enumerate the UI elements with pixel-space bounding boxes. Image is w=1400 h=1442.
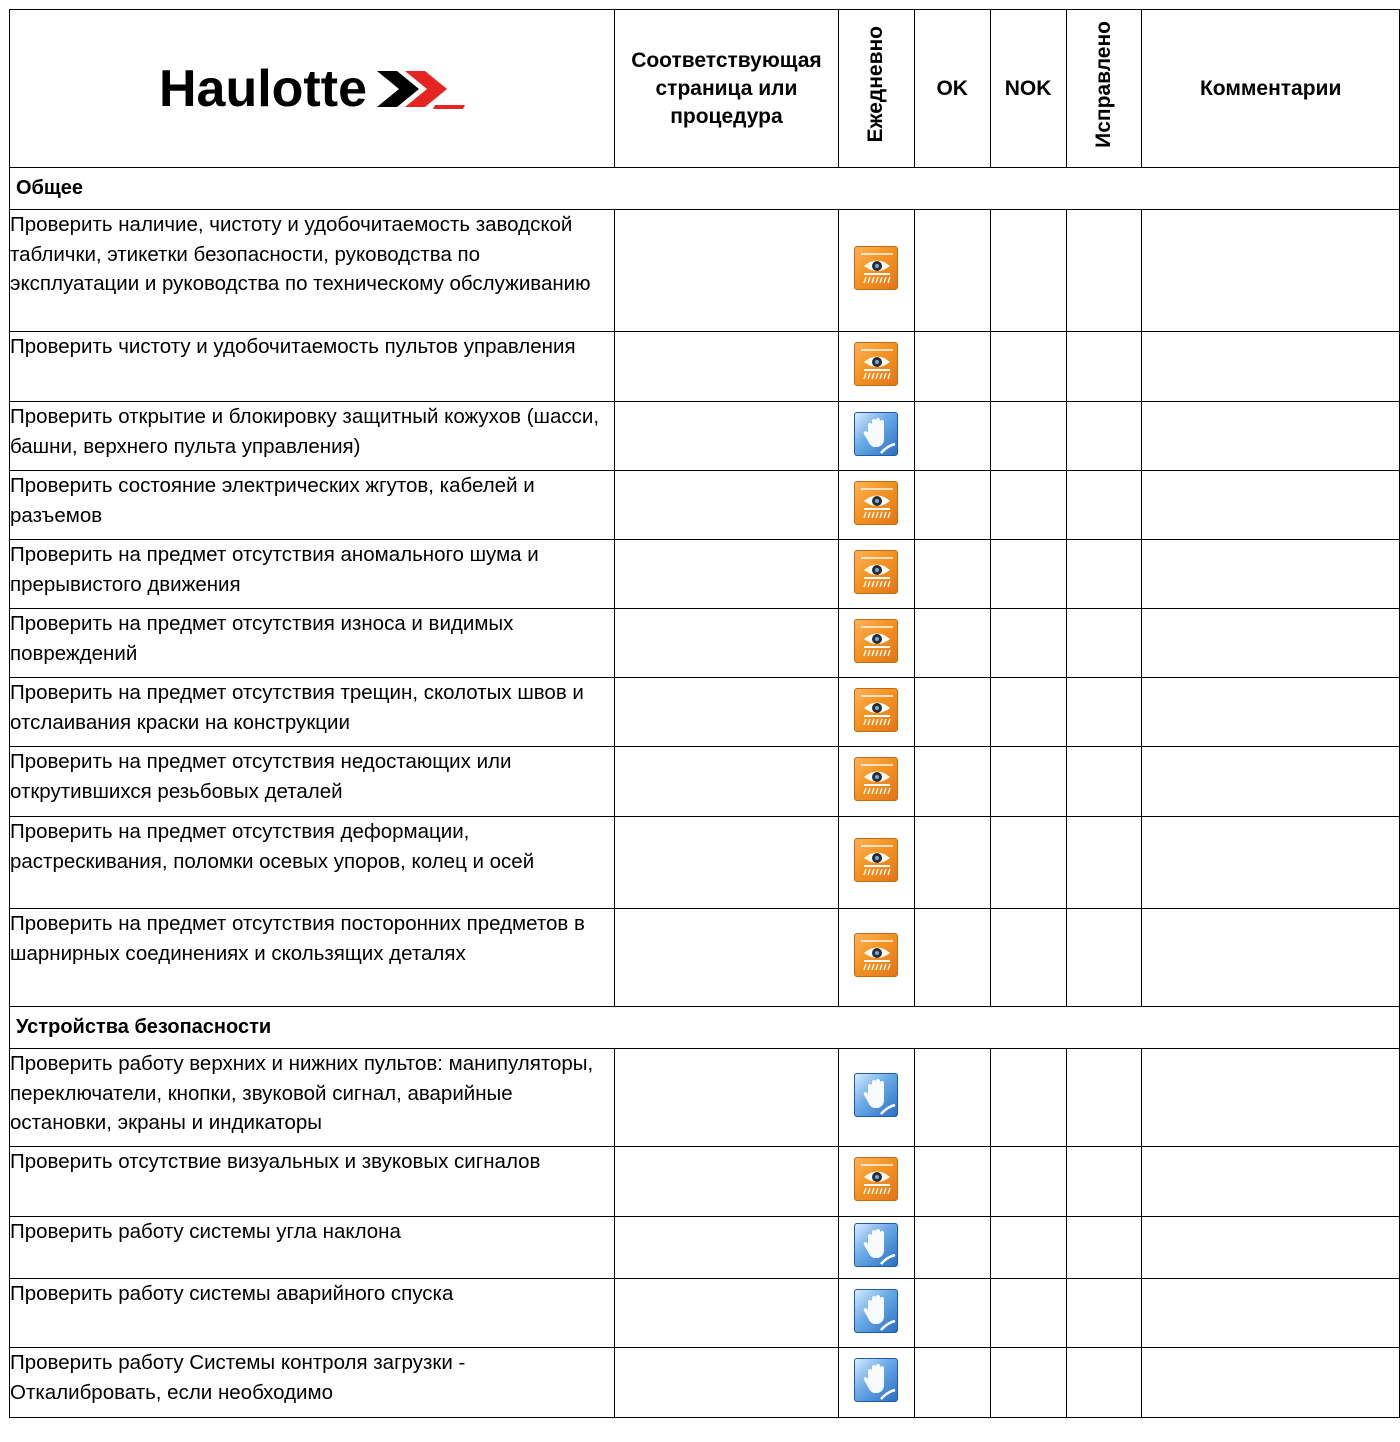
nok-header: NOK xyxy=(990,10,1066,168)
procedure-cell[interactable] xyxy=(614,210,838,332)
daily-header-label: Ежедневно xyxy=(864,26,888,143)
check-item-text: Проверить работу системы угла наклона xyxy=(10,1217,615,1279)
manual-check-icon xyxy=(854,1223,898,1267)
nok-cell[interactable] xyxy=(990,471,1066,540)
procedure-cell[interactable] xyxy=(614,471,838,540)
visual-inspection-icon xyxy=(854,757,898,801)
fixed-cell[interactable] xyxy=(1066,909,1142,1007)
logo-chevrons-icon xyxy=(375,65,465,113)
checklist-row xyxy=(10,540,1400,609)
check-item-text: Проверить отсутствие визуальных и звуковых сигналов xyxy=(10,1147,615,1217)
procedure-cell[interactable] xyxy=(614,1049,838,1147)
fixed-cell[interactable] xyxy=(1066,609,1142,678)
check-item-text: Проверить работу системы аварийного спуска xyxy=(10,1279,615,1348)
checklist-row xyxy=(10,210,1400,332)
section-header-row xyxy=(10,168,1400,210)
comments-cell[interactable] xyxy=(1142,540,1400,609)
fixed-header xyxy=(1066,10,1142,168)
nok-cell[interactable] xyxy=(990,747,1066,817)
visual-inspection-icon xyxy=(854,246,898,290)
procedure-cell[interactable] xyxy=(614,1147,838,1217)
fixed-cell[interactable] xyxy=(1066,1147,1142,1217)
ok-cell[interactable] xyxy=(914,471,990,540)
comments-cell[interactable] xyxy=(1142,817,1400,909)
checklist-row xyxy=(10,1217,1400,1279)
nok-cell[interactable] xyxy=(990,1147,1066,1217)
procedure-cell[interactable] xyxy=(614,1279,838,1348)
inspection-checklist-table xyxy=(9,9,1400,1418)
fixed-cell[interactable] xyxy=(1066,817,1142,909)
nok-cell[interactable] xyxy=(990,1049,1066,1147)
ok-cell[interactable] xyxy=(914,1049,990,1147)
ok-header: OK xyxy=(914,10,990,168)
procedure-cell[interactable] xyxy=(614,332,838,402)
ok-cell[interactable] xyxy=(914,1147,990,1217)
manual-check-icon xyxy=(854,1073,898,1117)
check-item-text: Проверить чистоту и удобочитаемость пультов управления xyxy=(10,332,615,402)
fixed-cell[interactable] xyxy=(1066,402,1142,471)
nok-cell[interactable] xyxy=(990,332,1066,402)
checklist-row xyxy=(10,1147,1400,1217)
checklist-row xyxy=(10,678,1400,747)
ok-cell[interactable] xyxy=(914,540,990,609)
checklist-row xyxy=(10,1279,1400,1348)
daily-cell xyxy=(838,909,914,1007)
procedure-cell[interactable] xyxy=(614,909,838,1007)
checklist-row xyxy=(10,332,1400,402)
daily-cell xyxy=(838,1348,914,1418)
nok-cell[interactable] xyxy=(990,909,1066,1007)
daily-cell xyxy=(838,471,914,540)
ok-cell[interactable] xyxy=(914,747,990,817)
fixed-cell[interactable] xyxy=(1066,471,1142,540)
daily-cell xyxy=(838,210,914,332)
ok-cell[interactable] xyxy=(914,609,990,678)
checklist-row xyxy=(10,471,1400,540)
comments-cell[interactable] xyxy=(1142,1279,1400,1348)
checklist-row xyxy=(10,609,1400,678)
comments-cell[interactable] xyxy=(1142,1049,1400,1147)
ok-cell[interactable] xyxy=(914,1279,990,1348)
fixed-cell[interactable] xyxy=(1066,210,1142,332)
daily-header xyxy=(838,10,914,168)
visual-inspection-icon xyxy=(854,933,898,977)
comments-cell[interactable] xyxy=(1142,747,1400,817)
comments-cell[interactable] xyxy=(1142,1348,1400,1418)
visual-inspection-icon xyxy=(854,342,898,386)
comments-cell[interactable] xyxy=(1142,332,1400,402)
check-item-text: Проверить на предмет отсутствия аномального шума и прерывистого движения xyxy=(10,540,615,609)
fixed-cell[interactable] xyxy=(1066,332,1142,402)
daily-cell xyxy=(838,817,914,909)
ok-cell[interactable] xyxy=(914,210,990,332)
nok-cell[interactable] xyxy=(990,678,1066,747)
procedure-cell[interactable] xyxy=(614,817,838,909)
checklist-row xyxy=(10,1348,1400,1418)
nok-cell[interactable] xyxy=(990,817,1066,909)
visual-inspection-icon xyxy=(854,550,898,594)
logo-cell xyxy=(10,10,615,168)
ok-cell[interactable] xyxy=(914,678,990,747)
check-item-text: Проверить на предмет отсутствия трещин, сколотых швов и отслаивания краски на конструкции xyxy=(10,678,615,747)
procedure-cell[interactable] xyxy=(614,747,838,817)
header-row xyxy=(10,10,1400,168)
section-title: Общее xyxy=(10,168,1400,210)
ok-cell[interactable] xyxy=(914,817,990,909)
comments-cell[interactable] xyxy=(1142,402,1400,471)
visual-inspection-icon xyxy=(854,688,898,732)
checklist-row xyxy=(10,817,1400,909)
check-item-text: Проверить на предмет отсутствия деформации, растрескивания, поломки осевых упоров, колец и осей xyxy=(10,817,615,909)
checklist-row xyxy=(10,1049,1400,1147)
check-item-text: Проверить состояние электрических жгутов, кабелей и разъемов xyxy=(10,471,615,540)
nok-cell[interactable] xyxy=(990,609,1066,678)
daily-cell xyxy=(838,540,914,609)
nok-cell[interactable] xyxy=(990,540,1066,609)
fixed-header-label: Исправлено xyxy=(1091,21,1115,148)
ok-cell[interactable] xyxy=(914,1217,990,1279)
ok-cell[interactable] xyxy=(914,909,990,1007)
procedure-cell[interactable] xyxy=(614,609,838,678)
manual-check-icon xyxy=(854,412,898,456)
check-item-text: Проверить на предмет отсутствия посторонних предметов в шарнирных соединениях и скользящих деталях xyxy=(10,909,615,1007)
comments-header: Комментарии xyxy=(1142,10,1400,168)
checklist-row xyxy=(10,909,1400,1007)
nok-cell[interactable] xyxy=(990,210,1066,332)
comments-cell[interactable] xyxy=(1142,1217,1400,1279)
ok-cell[interactable] xyxy=(914,402,990,471)
comments-cell[interactable] xyxy=(1142,471,1400,540)
ok-cell[interactable] xyxy=(914,1348,990,1418)
check-item-text: Проверить на предмет отсутствия износа и видимых повреждений xyxy=(10,609,615,678)
procedure-cell[interactable] xyxy=(614,678,838,747)
daily-cell xyxy=(838,1147,914,1217)
fixed-cell[interactable] xyxy=(1066,1217,1142,1279)
comments-cell[interactable] xyxy=(1142,678,1400,747)
visual-inspection-icon xyxy=(854,481,898,525)
procedure-cell[interactable] xyxy=(614,1217,838,1279)
fixed-cell[interactable] xyxy=(1066,1049,1142,1147)
check-item-text: Проверить работу верхних и нижних пультов: манипуляторы, переключатели, кнопки, звуковой сигнал, аварийные остановки, экраны и индикаторы xyxy=(10,1049,615,1147)
section-title: Устройства безопасности xyxy=(10,1007,1400,1049)
logo-text: Haulotte xyxy=(158,59,367,118)
check-item-text: Проверить открытие и блокировку защитный кожухов (шасси, башни, верхнего пульта управления) xyxy=(10,402,615,471)
fixed-cell[interactable] xyxy=(1066,1348,1142,1418)
nok-cell[interactable] xyxy=(990,1279,1066,1348)
comments-cell[interactable] xyxy=(1142,609,1400,678)
daily-cell xyxy=(838,332,914,402)
fixed-cell[interactable] xyxy=(1066,540,1142,609)
checklist-row xyxy=(10,402,1400,471)
daily-cell xyxy=(838,1217,914,1279)
daily-cell xyxy=(838,678,914,747)
fixed-cell[interactable] xyxy=(1066,678,1142,747)
manual-check-icon xyxy=(854,1289,898,1333)
daily-cell xyxy=(838,747,914,817)
nok-cell[interactable] xyxy=(990,1217,1066,1279)
daily-cell xyxy=(838,402,914,471)
checklist-row xyxy=(10,747,1400,817)
comments-cell[interactable] xyxy=(1142,210,1400,332)
check-item-text: Проверить наличие, чистоту и удобочитаемость заводской таблички, этикетки безопасности, руководства по эксплуатации и руководства по техническому обслуживанию xyxy=(10,210,615,332)
daily-cell xyxy=(838,609,914,678)
fixed-cell[interactable] xyxy=(1066,1279,1142,1348)
check-item-text: Проверить на предмет отсутствия недостающих или открутившихся резьбовых деталей xyxy=(10,747,615,817)
procedure-cell[interactable] xyxy=(614,540,838,609)
ok-cell[interactable] xyxy=(914,332,990,402)
haulotte-logo xyxy=(158,59,465,118)
visual-inspection-icon xyxy=(854,1157,898,1201)
section-header-row xyxy=(10,1007,1400,1049)
comments-cell[interactable] xyxy=(1142,1147,1400,1217)
daily-cell xyxy=(838,1279,914,1348)
procedure-cell[interactable] xyxy=(614,1348,838,1418)
nok-cell[interactable] xyxy=(990,1348,1066,1418)
procedure-header: Соответствующая страница или процедура xyxy=(614,10,838,168)
fixed-cell[interactable] xyxy=(1066,747,1142,817)
comments-cell[interactable] xyxy=(1142,909,1400,1007)
daily-cell xyxy=(838,1049,914,1147)
procedure-cell[interactable] xyxy=(614,402,838,471)
visual-inspection-icon xyxy=(854,619,898,663)
check-item-text: Проверить работу Системы контроля загрузки - Откалибровать, если необходимо xyxy=(10,1348,615,1418)
nok-cell[interactable] xyxy=(990,402,1066,471)
manual-check-icon xyxy=(854,1358,898,1402)
visual-inspection-icon xyxy=(854,838,898,882)
